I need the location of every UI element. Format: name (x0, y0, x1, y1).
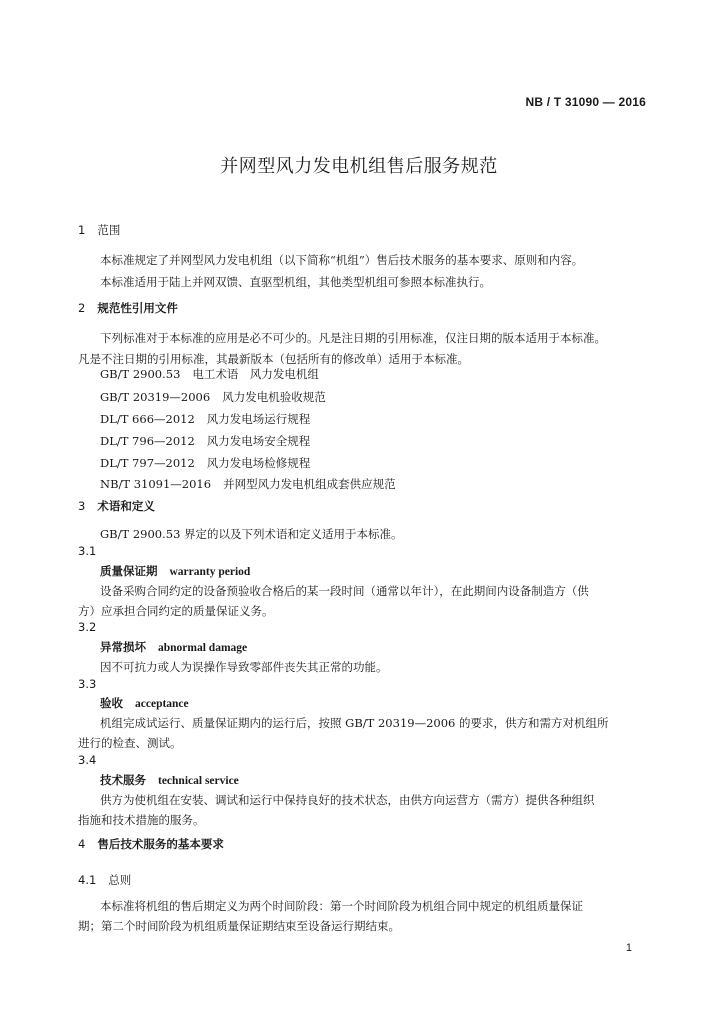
section-3-heading (78, 498, 155, 514)
standard-code: NB / T 31090 — 2016 (525, 95, 646, 109)
page-title: 并网型风力发电机组售后服务规范 (220, 156, 498, 177)
paragraph-line: 下列标准对于本标准的应用是必不可少的。凡是注日期的引用标准，仅注日期的版本适用于本标准。 (100, 331, 606, 345)
paragraph-line: 本标准将机组的售后期定义为两个时间阶段：第一个时间阶段为机组合同中规定的机组质量保证 (100, 899, 583, 913)
term-definition-line: 方）应承担合同约定的质量保证义务。 (78, 604, 274, 618)
section-number: 1 (78, 223, 86, 237)
reference-item: GB/T 20319—2006 风力发电机验收规范 (100, 390, 326, 404)
reference-item: DL/T 796—2012 风力发电场安全规程 (100, 434, 311, 448)
term-number: 3.3 (78, 677, 97, 691)
term-heading: 验收 acceptance (100, 696, 189, 710)
term-definition-line: 指施和技术措施的服务。 (78, 813, 205, 827)
section-number: 3 (78, 499, 86, 513)
term-number: 3.2 (78, 620, 97, 634)
term-heading: 质量保证期 warranty period (100, 564, 251, 578)
page-number: 1 (625, 942, 632, 954)
subsection-heading: 4.1 总则 (78, 873, 132, 887)
paragraph-line: GB/T 2900.53 界定的以及下列术语和定义适用于本标准。 (100, 527, 403, 541)
term-number: 3.1 (78, 544, 97, 558)
paragraph-line: 本标准规定了并网型风力发电机组（以下简称“机组”）售后技术服务的基本要求、原则和内容。 (100, 253, 584, 267)
term-definition-line: 进行的检查、测试。 (78, 736, 182, 750)
section-number: 2 (78, 301, 86, 315)
term-definition-line: 因不可抗力或人为误操作导致零部件丧失其正常的功能。 (100, 660, 388, 674)
term-heading: 异常损坏 abnormal damage (100, 640, 248, 654)
reference-item: DL/T 666—2012 风力发电场运行规程 (100, 412, 311, 426)
section-title: 售后技术服务的基本要求 (97, 837, 224, 851)
section-title: 规范性引用文件 (97, 301, 178, 315)
section-4-heading (78, 836, 224, 852)
section-title: 范围 (97, 223, 121, 237)
term-number: 3.4 (78, 753, 97, 767)
section-number: 4 (78, 837, 86, 851)
term-definition-line: 供方为使机组在安装、调试和运行中保持良好的技术状态，由供方向运营方（需方）提供各种组织 (100, 793, 595, 807)
reference-item: GB/T 2900.53 电工术语 风力发电机组 (100, 367, 319, 381)
term-definition-line: 机组完成试运行、质量保证期内的运行后，按照 GB/T 20319—2006 的要求，供方和需方对机组所 (100, 716, 609, 730)
reference-item: DL/T 797—2012 风力发电场检修规程 (100, 456, 311, 470)
section-title: 术语和定义 (97, 499, 155, 513)
section-2-heading (78, 300, 178, 316)
paragraph-line: 期；第二个时间阶段为机组质量保证期结束至设备运行期结束。 (78, 919, 400, 933)
section-1-heading (78, 222, 120, 238)
reference-item: NB/T 31091—2016 并网型风力发电机组成套供应规范 (100, 477, 396, 491)
paragraph-line: 本标准适用于陆上并网双馈、直驱型机组，其他类型机组可参照本标准执行。 (100, 275, 491, 289)
term-heading: 技术服务 technical service (100, 773, 239, 787)
paragraph-line: 凡是不注日期的引用标准，其最新版本（包括所有的修改单）适用于本标准。 (78, 352, 469, 366)
term-definition-line: 设备采购合同约定的设备预验收合格后的某一段时间（通常以年计），在此期间内设备制造方（供 (100, 584, 589, 598)
